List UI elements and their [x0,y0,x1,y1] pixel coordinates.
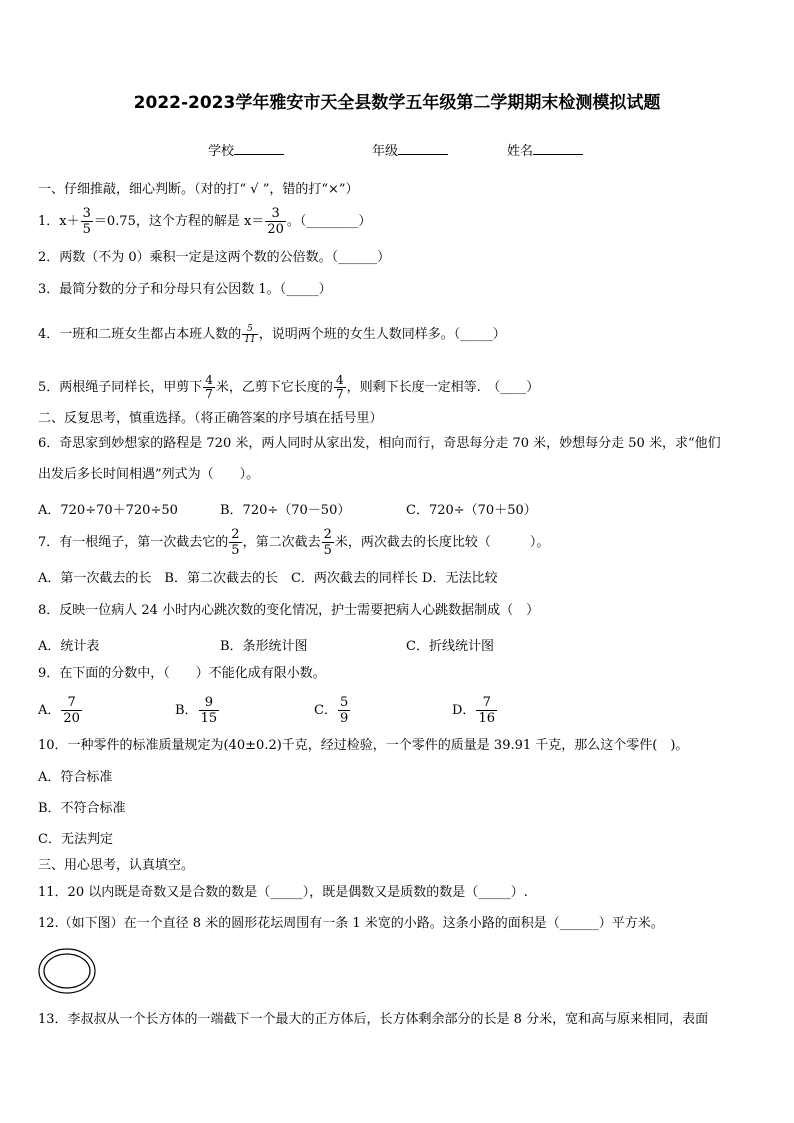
q7-options: A．第一次截去的长 B．第二次截去的长 C．两次截去的同样长 D．无法比较 [38,571,498,586]
q6-option-b: B．720÷（70－50） [220,503,351,518]
page-title: 2022-2023学年雅安市天全县数学五年级第二学期期末检测模拟试题 [133,93,661,113]
q6-option-a: A．720÷70＋720÷50 [38,503,178,518]
q5-frac1-numerator: 4 [205,373,213,387]
q7-frac2-numerator: 2 [323,527,332,542]
name-label: 姓名 [507,144,534,159]
q9-option-b-fraction [199,695,220,726]
question-2: 2．两数（不为 0）乘积一定是这两个数的公倍数。（______） [38,250,391,265]
q7-text-b: ，第二次截去 [242,535,321,550]
q1-text-b: ＝0.75，这个方程的解是 x＝ [93,214,265,229]
question-6-line-1: 6．奇思家到妙想家的路程是 720 米，两人同时从家出发，相向而行，奇思每分走 70 米，妙想每分走 50 米，求“他们 [38,436,721,451]
question-7 [38,526,549,560]
q9-option-c-fraction [338,695,350,726]
q7-fraction-1 [229,527,241,558]
question-12: 12.（如下图）在一个直径 8 米的圆形花坛周围有一条 1 米宽的小路。这条小路的面积是（______）平方米。 [38,916,664,931]
q5-fraction-1 [203,374,215,401]
q7-fraction-2 [322,527,334,558]
q1-frac1-denominator: 5 [82,222,91,237]
q8-option-c: C．折线统计图 [406,639,494,654]
q4-text-a: 4．一班和二班女生都占本班人数的 [38,327,242,342]
question-10: 10．一种零件的标准质量规定为(40±0.2)千克，经过检验，一个零件的质量是 39.91 千克，那么这个零件( )。 [38,738,689,753]
q9-b-denominator: 15 [200,711,218,726]
question-1 [38,206,371,237]
q9-option-b-label: B． [175,703,198,718]
school-label: 学校 [208,144,235,159]
question-5 [38,374,539,402]
q5-frac1-denominator: 7 [205,387,213,401]
q1-frac1-numerator: 3 [82,206,91,221]
q8-option-b: B．条形统计图 [220,639,308,654]
name-blank [533,142,583,155]
school-field [208,140,284,159]
q1-frac2-denominator: 20 [267,222,284,237]
question-9: 9．在下面的分数中，（ ）不能化成有限小数。 [38,666,326,681]
q1-text-a: 1．x＋ [38,214,80,229]
q7-frac1-numerator: 2 [231,527,240,542]
q5-text-c: ，则剩下长度一定相等. （____） [346,380,540,395]
q7-text-a: 7．有一根绳子，第一次截去它的 [38,535,229,550]
q6-option-c: C．720÷（70＋50） [406,503,537,518]
q5-text-b: 米，乙剪下它长度的 [215,380,333,395]
section-1-heading: 一、仔细推敲，细心判断。（对的打“ √ ”，错的打“×”） [38,182,359,197]
question-8: 8．反映一位病人 24 小时内心跳次数的变化情况，护士需要把病人心跳数据制成（ ） [38,603,540,618]
q5-fraction-2 [334,374,346,401]
q9-option-d-label: D． [452,703,476,718]
q5-text-a: 5．两根绳子同样长，甲剪下 [38,380,203,395]
name-field [507,140,583,159]
q9-option-a-label: A． [38,703,61,718]
q7-frac2-denominator: 5 [323,543,332,558]
q9-c-numerator: 5 [339,695,349,710]
q9-option-d [452,693,498,729]
grade-label: 年级 [372,144,399,159]
question-3: 3．最简分数的分子和分母只有公因数 1。（_____） [38,282,332,297]
q9-option-d-fraction [476,695,497,726]
q9-a-numerator: 7 [67,695,76,710]
q4-fraction [242,324,257,345]
q1-text-c: 。（________） [286,214,372,229]
q9-d-denominator: 16 [478,711,495,726]
q10-option-a: A．符合标准 [38,770,113,785]
q9-option-c-label: C． [314,703,337,718]
q8-option-a: A．统计表 [38,639,100,654]
q9-c-denominator: 9 [339,711,349,726]
grade-field [372,140,448,159]
q9-option-c [314,693,351,729]
q9-b-numerator: 9 [204,695,213,710]
section-2-heading: 二、反复思考，慎重选择。（将正确答案的序号填在括号里） [38,411,383,426]
q1-fraction-1 [81,206,93,237]
question-13: 13．李叔叔从一个长方体的一端截下一个最大的正方体后，长方体剩余部分的长是 8 分米，宽和高与原来相同，表面 [38,1012,709,1027]
q4-denominator: 11 [244,335,256,345]
q7-text-c: 米，两次截去的长度比较（ ）。 [334,535,550,550]
section-3-heading: 三、用心思考，认真填空。 [38,858,195,873]
q1-fraction-2 [265,206,286,237]
q9-d-numerator: 7 [482,695,491,710]
inner-circle [44,954,90,988]
q4-numerator: 5 [247,324,253,334]
q4-text-b: ，说明两个班的女生人数同样多。（_____） [258,327,506,342]
q1-frac2-numerator: 3 [271,206,280,221]
school-blank [234,142,284,155]
q9-a-denominator: 20 [63,711,80,726]
q10-option-c: C．无法判定 [38,832,113,847]
q5-frac2-denominator: 7 [335,387,344,401]
question-4 [38,322,506,348]
q5-frac2-numerator: 4 [335,373,344,387]
question-6-line-2: 出发后多长时间相遇”列式为（ ）。 [38,467,260,482]
question-11: 11．20 以内既是奇数又是合数的数是（_____），既是偶数又是质数的数是（_____）. [38,885,528,900]
q7-frac1-denominator: 5 [231,543,240,558]
grade-blank [398,142,448,155]
flowerbed-ring-figure [36,946,98,996]
q9-option-a-fraction [61,695,82,726]
q10-option-b: B．不符合标准 [38,801,126,816]
q9-option-a [38,693,83,729]
q9-option-b [175,693,220,729]
outer-circle [39,949,95,993]
